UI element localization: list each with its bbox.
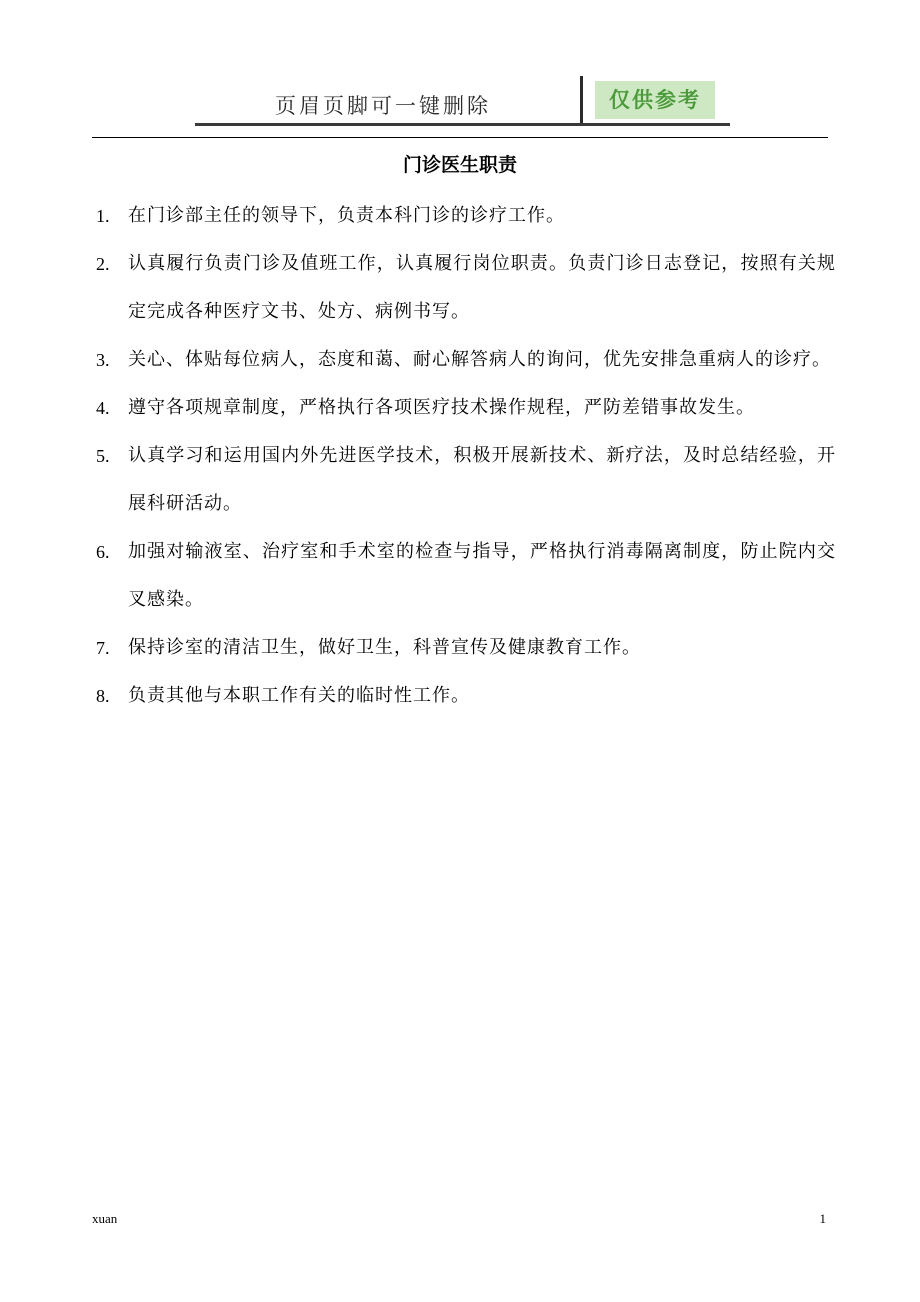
header-divider: [580, 76, 583, 126]
list-item: [96, 528, 836, 624]
item-text: 遵守各项规章制度，严格执行各项医疗技术操作规程，严防差错事故发生。: [128, 397, 755, 418]
list-item: [96, 432, 836, 528]
item-number: 8.: [96, 686, 110, 706]
item-text: 认真学习和运用国内外先进医学技术，积极开展新技术、新疗法，及时总结经验，开展科研活动。: [128, 445, 836, 514]
list-item: [96, 336, 836, 384]
item-number: 7.: [96, 638, 110, 658]
header-banner: [195, 76, 730, 126]
header-rule: [92, 137, 828, 138]
footer-author: xuan: [92, 1211, 118, 1226]
item-text: 负责其他与本职工作有关的临时性工作。: [128, 685, 470, 706]
item-number: 3.: [96, 350, 110, 370]
list-item: [96, 240, 836, 336]
list-item: [96, 624, 836, 672]
reference-badge: 仅供参考: [595, 81, 715, 119]
list-item: [96, 192, 836, 240]
item-number: 2.: [96, 254, 110, 274]
item-text: 关心、体贴每位病人，态度和蔼、耐心解答病人的询问，优先安排急重病人的诊疗。: [128, 349, 831, 370]
item-text: 保持诊室的清洁卫生，做好卫生，科普宣传及健康教育工作。: [128, 637, 641, 658]
item-number: 5.: [96, 446, 110, 466]
item-number: 4.: [96, 398, 110, 418]
duty-list: [96, 192, 836, 720]
list-item: [96, 384, 836, 432]
item-text: 认真履行负责门诊及值班工作，认真履行岗位职责。负责门诊日志登记，按照有关规定完成各种医疗文书、处方、病例书写。: [128, 253, 836, 322]
page-number: 1: [819, 1211, 826, 1226]
item-text: 加强对输液室、治疗室和手术室的检查与指导，严格执行消毒隔离制度，防止院内交叉感染。: [128, 541, 836, 610]
item-number: 1.: [96, 206, 110, 226]
list-item: [96, 672, 836, 720]
header-underline: [195, 123, 730, 126]
header-text: 页眉页脚可一键删除: [275, 94, 491, 118]
item-number: 6.: [96, 542, 110, 562]
item-text: 在门诊部主任的领导下，负责本科门诊的诊疗工作。: [128, 205, 565, 226]
document-title: 门诊医生职责: [402, 154, 517, 176]
